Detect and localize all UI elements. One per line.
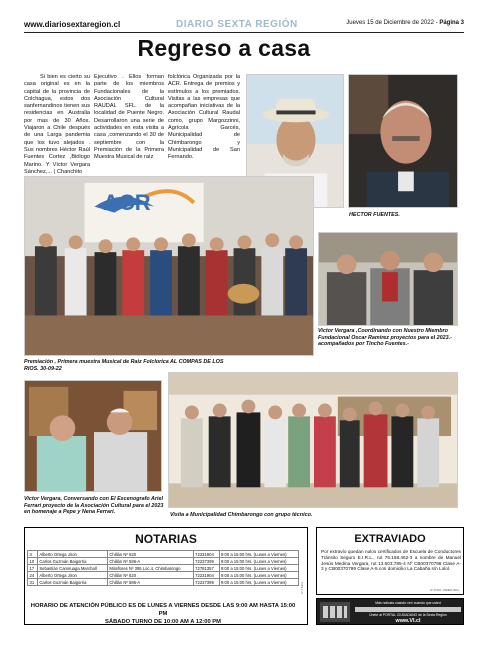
table-cell: 9:00 a 15:00 hrs. (Lunes a Viernes) bbox=[219, 572, 299, 579]
page-number: Página 3 bbox=[439, 20, 464, 26]
table-cell: 72231904 bbox=[193, 551, 219, 558]
notarias-saturday: SÁBADO TURNO DE 10:00 AM A 12:00 PM bbox=[105, 619, 221, 625]
table-cell: Alberto Ortega Jiron bbox=[37, 572, 107, 579]
masthead-brand: DIARIO SEXTA REGIÓN bbox=[176, 19, 298, 30]
photo-escenografo bbox=[24, 380, 162, 492]
article-column-2: Ejecutivo . Ellos forman parte de los miembros Fundacionales de la Asociación Cultural RAUDAL SFL. de la localidad de Puente Negro. Desarrollaron una serie de actividades en esta visita a casa ,comenzando el 30 de septiembre con la Premiación de la Primera Muestra Musical de raíz bbox=[94, 74, 164, 161]
site-url[interactable]: www.diariosextaregion.cl bbox=[24, 20, 121, 29]
caption-municipalidad: Visita a Municipalidad Chimbarongo con grupo técnico. bbox=[170, 512, 313, 518]
table-cell: 9:00 a 15:00 hrs. (Lunes a Viernes) bbox=[219, 565, 299, 572]
table-cell: Chillán Nº 620 bbox=[107, 572, 193, 579]
table-cell: 72237399 bbox=[193, 558, 219, 565]
photo-municipalidad bbox=[168, 372, 458, 508]
table-cell: Miraflores Nº 395 Loc.4, Chimbarongo bbox=[107, 565, 193, 572]
header-rule bbox=[24, 32, 464, 33]
notarias-hours: HORARIO DE ATENCIÓN PÚBLICO ES DE LUNES A VIERNES DESDE LAS 9:00 AM HASTA 15:00 PM bbox=[30, 603, 296, 617]
table-cell: Sebastián Camiruaga Marchall bbox=[37, 565, 107, 572]
table-row bbox=[28, 572, 299, 579]
extraviado-text: Por extravío quedan nulos certificados de Escuela de Conductores Tránsito Seguro E.I.R.L., rut 76.168.452-3 a nombre de Manuel Jesús Medina Vergara, rut 13.603.785-4 Nº CB00370798 Clase A-3 y CB00370799 Clase A-5 con domicilio La Cabaña s/n Lolol. bbox=[321, 549, 461, 572]
table-cell: 17 bbox=[28, 565, 38, 572]
table-cell: 72231904 bbox=[193, 572, 219, 579]
photo-coordinando bbox=[318, 232, 458, 326]
extraviado-ref: Nº 07344 - 02DEM 15/12 bbox=[430, 589, 459, 592]
notarias-side-note: Nº 1 Turno bbox=[301, 581, 304, 594]
article-column-3: folclórica Organizada por la ACR. Entrega de premios y estímulos a los premiados. Visitas a las empresas que acompañan iniciativas de la Asociación Cultural Raudal como, grupo Margozzinni, Agrícola Garcés, Municipalidad de Chimbarongo y Municipalidad de San Fernando. bbox=[168, 74, 240, 161]
caption-hector: HECTOR FUENTES. bbox=[349, 212, 400, 218]
extraviado-title: EXTRAVIADO bbox=[354, 533, 426, 545]
photo-premiacion-group bbox=[24, 176, 314, 356]
table-cell: 24 bbox=[28, 572, 38, 579]
dateline: Jueves 15 de Diciembre de 2022 - Página 3 bbox=[346, 20, 464, 26]
caption-premiacion: Premiación , Primera muestra Musical de Raiz Folclorica AL COMPAS DE LOS RIOS. 30-09-22 bbox=[24, 359, 224, 372]
table-cell: Chillán Nº 586-A bbox=[107, 558, 193, 565]
caption-escenografo: Victor Vergara, Conversando con El Escenografo Ariel Ferrari proyecto de la Asociación Cultural para el 2023 en homenaje a Pepe y Nena Ferrari. bbox=[24, 496, 164, 516]
table-cell: 9:00 a 15:00 hrs. (Lunes a Viernes) bbox=[219, 558, 299, 565]
table-cell: 31 bbox=[28, 579, 38, 586]
photo-hector-fuentes bbox=[348, 74, 458, 208]
page-header bbox=[24, 20, 464, 32]
notarias-box bbox=[24, 527, 308, 625]
table-cell: Alberto Ortega Jiron bbox=[37, 551, 107, 558]
table-cell: 9:00 a 15:00 hrs. (Lunes a Viernes) bbox=[219, 551, 299, 558]
extraviado-box bbox=[316, 527, 464, 595]
table-cell: Carlos Guzmán Baigorria bbox=[37, 558, 107, 565]
table-cell: Chillán Nº 620 bbox=[107, 551, 193, 558]
caption-coordinando: Victor Vergara ,Coordinando con Nuestro Miembro Fundacional Oscar Ramirez proyectos para el 2023.- acompañados por Tincho Fuentes.- bbox=[318, 328, 452, 348]
portal-ad[interactable] bbox=[316, 598, 464, 625]
stage-sign-text: ACR bbox=[103, 190, 151, 215]
notarias-title: NOTARIAS bbox=[135, 532, 197, 546]
ad-line-1: Más noticias cuando ver/ cuando que usted bbox=[375, 601, 441, 605]
notarias-table bbox=[27, 550, 299, 586]
ad-url[interactable]: www.VI.cl bbox=[395, 618, 421, 624]
article-column-1: Si bien es cierto su casa original es en la capital de la provincia de Colchagua, estos dos sanfernandinos tienen sus residencias en Australia por mas de 30 Años. Viajaron a Chile después de una Larga pandemia que los tuvo alejados . Sus nombres Héctor Raúl Fuentes Cortez ,Biólogo Marino. Y Víctor Vergara Sánchez,... ( Chanchito bbox=[24, 74, 90, 175]
table-row bbox=[28, 558, 299, 565]
table-cell: 9:00 a 15:00 hrs. (Lunes a Viernes) bbox=[219, 579, 299, 586]
table-cell: Chillán Nº 586-A bbox=[107, 579, 193, 586]
notarias-footer bbox=[29, 602, 297, 626]
table-cell: 72237399 bbox=[193, 579, 219, 586]
article-headline: Regreso a casa bbox=[137, 35, 311, 61]
portal-logo-icon bbox=[320, 602, 350, 622]
table-cell: 72781357 bbox=[193, 565, 219, 572]
table-row bbox=[28, 579, 299, 586]
table-cell: 3 bbox=[28, 551, 38, 558]
ad-line-3: Únete al PORTAL CIUDADANO de la Sexta Región bbox=[369, 613, 447, 617]
ad-banner-strip bbox=[355, 607, 461, 612]
table-row bbox=[28, 551, 299, 558]
table-cell: Carlos Guzmán Baigorria bbox=[37, 579, 107, 586]
table-cell: 10 bbox=[28, 558, 38, 565]
table-row bbox=[28, 565, 299, 572]
